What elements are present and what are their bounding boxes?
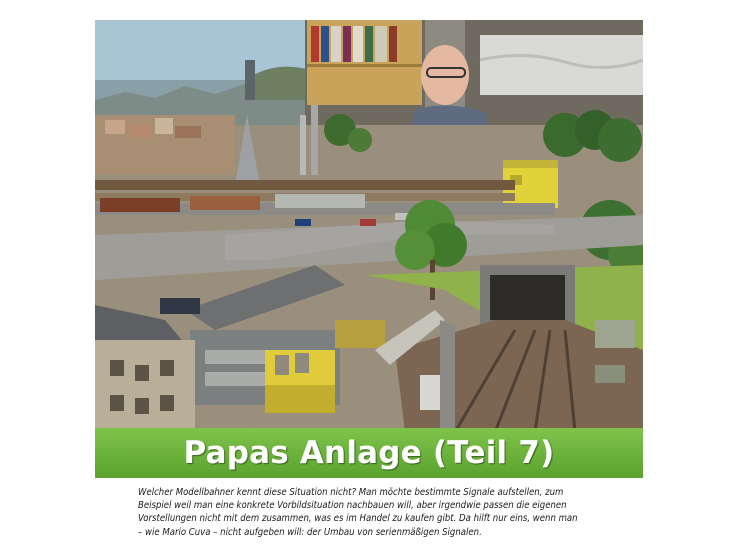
intro-line: Welcher Modellbahner kennt diese Situation nicht? Man möchte bestimmte Signale aufstellen, zum: [138, 487, 564, 498]
layout-photo: [95, 20, 643, 432]
article-title: Papas Anlage (Teil 7): [183, 435, 555, 471]
title-banner: [95, 428, 643, 478]
intro-line: Vorstellungen nicht mit dem zusammen, was es im Handel zu kaufen gibt. Da hilft nur eins, wenn man: [138, 513, 578, 525]
article-intro: [138, 486, 640, 539]
intro-line: Beispiel weil man eine konkrete Vorbildsituation nachbauen will, aber irgendwie passen die eigenen: [138, 500, 567, 512]
intro-line: – wie Mario Cuva – nicht aufgeben will: der Umbau von serienmäßigen Signalen.: [138, 526, 482, 538]
